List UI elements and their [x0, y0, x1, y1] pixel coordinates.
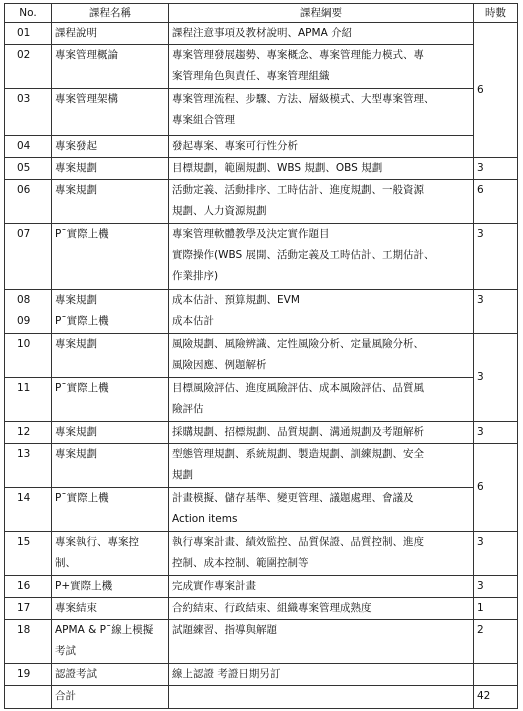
row-no: 17 — [5, 598, 52, 620]
row-outline: 完成實作專案計畫 — [169, 576, 474, 598]
table-row — [5, 422, 518, 444]
table-row — [5, 488, 518, 532]
table-row — [5, 444, 518, 488]
row-name: P¯實際上機 — [52, 224, 169, 290]
row-name: 專案結束 — [52, 598, 169, 620]
row-hours: 3 — [474, 422, 518, 444]
row-name: 專案管理概論 — [52, 45, 169, 89]
row-name: 課程說明 — [52, 23, 169, 45]
row-outline: 課程注意事項及教材說明、APMA 介紹 — [169, 23, 474, 45]
table-row — [5, 158, 518, 180]
header-outline: 課程綱要 — [169, 4, 474, 23]
row-outline: 型態管理規劃、系統規劃、製造規劃、訓練規劃、安全 規劃 — [169, 444, 474, 488]
row-hours: 6 — [474, 23, 518, 158]
table-row — [5, 45, 518, 89]
row-hours — [474, 664, 518, 686]
header-row — [5, 4, 518, 23]
header-no: No. — [5, 4, 52, 23]
table-row — [5, 334, 518, 378]
row-no: 01 — [5, 23, 52, 45]
row-outline: 專案管理發展趨勢、專案概念、專案管理能力模式、專 案管理角色與責任、專案管理組織 — [169, 45, 474, 89]
row-no: 04 — [5, 136, 52, 158]
row-hours: 1 — [474, 598, 518, 620]
header-name: 課程名稱 — [52, 4, 169, 23]
row-outline: 採購規劃、招標規劃、品質規劃、溝通規劃及考題解析 — [169, 422, 474, 444]
row-outline: 成本估計、預算規劃、EVM 成本估計 — [169, 290, 474, 334]
total-no — [5, 686, 52, 709]
row-outline: 專案管理軟體教學及決定實作題目 實際操作(WBS 展開、活動定義及工時估計、工期估計、 作業排序) — [169, 224, 474, 290]
row-outline: 執行專案計畫、績效監控、品質保證、品質控制、進度 控制、成本控制、範圍控制等 — [169, 532, 474, 576]
row-name: 專案規劃 P¯實際上機 — [52, 290, 169, 334]
table-row — [5, 89, 518, 136]
row-name: APMA & P¯線上模擬 考試 — [52, 620, 169, 664]
total-hours: 42 — [474, 686, 518, 709]
row-outline: 專案管理流程、步驟、方法、層級模式、大型專案管理、 專案組合管理 — [169, 89, 474, 136]
row-no: 19 — [5, 664, 52, 686]
table-row — [5, 180, 518, 224]
row-hours: 3 — [474, 334, 518, 422]
row-outline: 計畫模擬、儲存基準、變更管理、議題處理、會議及 Action items — [169, 488, 474, 532]
row-no: 16 — [5, 576, 52, 598]
row-hours: 2 — [474, 620, 518, 664]
row-name: 專案規劃 — [52, 444, 169, 488]
row-name: P¯實際上機 — [52, 488, 169, 532]
row-no: 12 — [5, 422, 52, 444]
row-name: 專案管理架構 — [52, 89, 169, 136]
row-no: 08 09 — [5, 290, 52, 334]
row-outline: 目標規劃，範圍規劃、WBS 規劃、OBS 規劃 — [169, 158, 474, 180]
row-name: 專案規劃 — [52, 180, 169, 224]
row-outline: 合約結束、行政結束、組織專案管理成熟度 — [169, 598, 474, 620]
table-row — [5, 576, 518, 598]
row-no: 15 — [5, 532, 52, 576]
row-hours: 3 — [474, 158, 518, 180]
row-outline: 線上認證 考證日期另訂 — [169, 664, 474, 686]
table-row — [5, 620, 518, 664]
header-hours: 時數 — [474, 4, 518, 23]
row-name: 認證考試 — [52, 664, 169, 686]
row-no: 06 — [5, 180, 52, 224]
row-hours: 6 — [474, 180, 518, 224]
total-label: 合計 — [52, 686, 169, 709]
row-name: P¯實際上機 — [52, 378, 169, 422]
row-outline: 發起專案、專案可行性分析 — [169, 136, 474, 158]
total-outline — [169, 686, 474, 709]
row-hours: 3 — [474, 532, 518, 576]
row-hours: 6 — [474, 444, 518, 532]
row-name: 專案執行、專案控 制、 — [52, 532, 169, 576]
row-no: 11 — [5, 378, 52, 422]
row-no: 13 — [5, 444, 52, 488]
row-outline: 試題練習、指導與解題 — [169, 620, 474, 664]
row-outline: 目標風險評估、進度風險評估、成本風險評估、品質風 險評估 — [169, 378, 474, 422]
course-table — [4, 3, 518, 709]
table-row — [5, 224, 518, 290]
row-name: 專案規劃 — [52, 422, 169, 444]
table-row — [5, 136, 518, 158]
row-outline: 風險規劃、風險辨識、定性風險分析、定量風險分析、 風險因應、例題解析 — [169, 334, 474, 378]
row-no: 14 — [5, 488, 52, 532]
row-hours: 3 — [474, 576, 518, 598]
row-no: 07 — [5, 224, 52, 290]
row-name: 專案規劃 — [52, 334, 169, 378]
row-no: 10 — [5, 334, 52, 378]
total-row — [5, 686, 518, 709]
row-name: P+實際上機 — [52, 576, 169, 598]
row-no: 05 — [5, 158, 52, 180]
row-outline: 活動定義、活動排序、工時估計、進度規劃、一般資源 規劃、人力資源規劃 — [169, 180, 474, 224]
row-no: 18 — [5, 620, 52, 664]
row-name: 專案發起 — [52, 136, 169, 158]
table-row — [5, 378, 518, 422]
table-row — [5, 23, 518, 45]
row-no: 03 — [5, 89, 52, 136]
row-name: 專案規劃 — [52, 158, 169, 180]
row-no: 02 — [5, 45, 52, 89]
table-row — [5, 290, 518, 334]
table-row — [5, 598, 518, 620]
row-hours: 3 — [474, 224, 518, 290]
table-row — [5, 532, 518, 576]
table-row — [5, 664, 518, 686]
row-hours: 3 — [474, 290, 518, 334]
